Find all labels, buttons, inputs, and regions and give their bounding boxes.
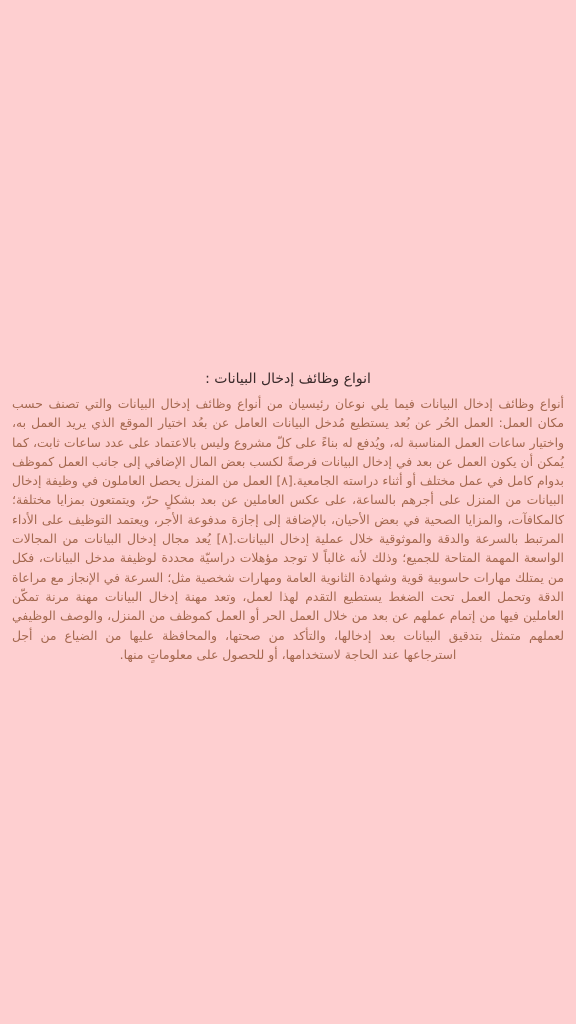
article-title: انواع وظائف إدخال البيانات : xyxy=(205,371,371,387)
article-body: أنواع وظائف إدخال البيانات فيما يلي نوعان رئيسيان من أنواع وظائف إدخال البيانات والتي تصنف حسب مكان العمل: العمل الحُر عن بُعد يستطيع مُدخل البيانات العامل عن بعُد اختيار الموقع الذي يريد العمل به، واختيار ساعات العمل المناسبة له، ويُدفع له بناءً على كلّ مشروع وليس بالاعتماد على عدد ساعات ثابت، كما يُمكن أن يكون العمل عن بعد في إدخال البيانات فرصةً لكسب بعض المال الإضافي إلى جانب العمل كموظف بدوام كامل في عمل مختلف أو أثناء دراسته الجامعية.[٨] العمل من المنزل يحصل العاملون في وظيفة إدخال البيانات من المنزل على أجرهم بالساعة، على عكس العاملين عن بعد بشكلٍ حرّ، ويتمتعون بمزايا مختلفة؛ كالمكافآت، والمزايا الصحية في بعض الأحيان، بالإضافة إلى إجازة مدفوعة الأجر، ويعتمد التوظيف على الأداء المرتبط بالسرعة والدقة والموثوقية خلال عملية إدخال البيانات.[٨] يُعد مجال إدخال البيانات من المجالات الواسعة المهمة المتاحة للجميع؛ وذلك لأنه غالباً لا توجد مؤهلات دراسيّة محددة لوظيفة مدخل البيانات، فكل من يمتلك مهارات حاسوبية قوية وشهادة الثانوية العامة ومهارات شخصية مثل؛ السرعة في الإنجاز مع مراعاة الدقة وتحمل العمل تحت الضغط يستطيع التقدم لهذا لعمل، وتعد مهنة إدخال البيانات مهنة مرنة تمكّن العاملين فيها من إتمام عملهم عن بعد من خلال العمل الحر أو العمل كموظف من المنزل، والوصف الوظيفي لعملهم متمثل بتدقيق البيانات بعد إدخالها، والتأكد من صحتها، والمحافظة عليها من الضياع من أجل استرجاعها عند الحاجة لاستخدامها، أو للحصول على معلوماتٍ منها. xyxy=(12,396,565,662)
article xyxy=(0,368,576,664)
